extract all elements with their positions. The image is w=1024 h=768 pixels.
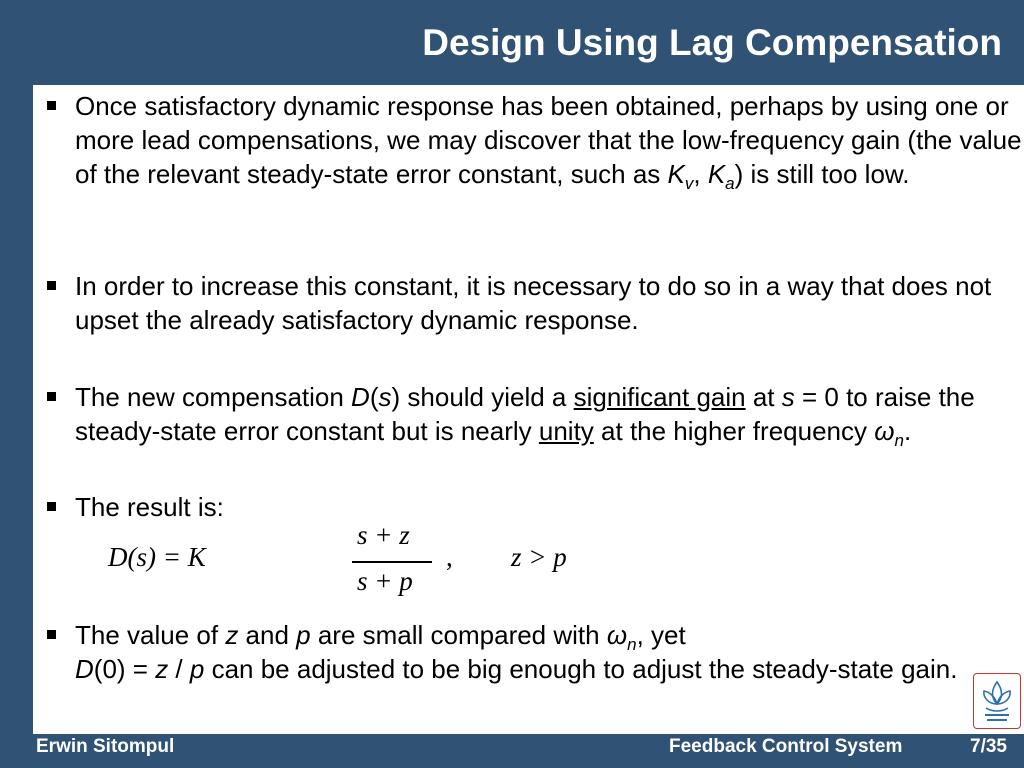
footer-course: Feedback Control System: [669, 736, 903, 757]
bullet-text: The value of: [75, 620, 226, 650]
math-symbol: z: [225, 620, 239, 650]
bullet-item: [47, 89, 1024, 194]
footer-page-number: 7/35: [970, 736, 1007, 757]
bullet-square-icon: [47, 630, 56, 639]
bullet-text: and: [238, 620, 297, 650]
bullet-text: ): [391, 382, 401, 412]
math-symbol: D: [351, 382, 370, 412]
math-subscript: v: [684, 174, 694, 194]
bullet-text: ) is still too low.: [734, 159, 910, 189]
math-subscript: n: [627, 635, 637, 655]
bullet-text: = 0 to raise the steady-state error constant but is nearly: [75, 382, 975, 446]
bullet-text: /: [168, 654, 190, 684]
math-symbol: ω: [606, 620, 628, 650]
university-logo-icon: [973, 673, 1021, 729]
math-symbol: D: [75, 654, 94, 684]
bullet-text: The result is:: [75, 492, 224, 522]
bullet-item: [47, 380, 1024, 451]
bullet-square-icon: [47, 502, 56, 511]
bullet-text: Once satisfactory dynamic response has been obtained, perhaps by using one or more lead compensations, we may discover that the low-frequency gain (the value of the relevant steady-state error constant, such as: [75, 91, 1022, 189]
bullet-text: at: [745, 382, 782, 412]
formula-lhs: D(s) = K: [108, 542, 206, 572]
bullet-text: The new compensation: [75, 382, 352, 412]
bullet-item: [47, 269, 1024, 337]
math-symbol: p: [296, 620, 311, 650]
math-symbol: K: [707, 159, 726, 189]
footer-author: Erwin Sitompul: [36, 736, 175, 757]
bullet-text: (0) =: [93, 654, 156, 684]
math-symbol: s: [378, 382, 392, 412]
bullet-text: .: [903, 416, 912, 446]
formula-comma: ,: [446, 542, 453, 572]
bullet-text: In order to increase this constant, it is necessary to do so in a way that does not upset the already satisfactory dynamic response.: [75, 271, 992, 335]
slide-title: Design Using Lag Compensation: [422, 22, 1002, 63]
bullet-square-icon: [47, 281, 56, 290]
bullet-text: are small compared with: [310, 620, 607, 650]
bullet-item: [47, 618, 1024, 686]
math-symbol: s: [781, 382, 795, 412]
bullet-item: [47, 490, 1024, 524]
bullet-text: can be adjusted to be big enough to adjust the steady-state gain.: [204, 654, 958, 684]
bullet-text: at the higher frequency: [593, 416, 875, 446]
bullet-text: ,: [693, 159, 708, 189]
bullet-text: , yet: [636, 620, 686, 650]
formula-condition: z > p: [511, 542, 567, 572]
fraction-bar: [352, 561, 432, 563]
math-symbol: K: [667, 159, 685, 189]
transfer-function-formula: [108, 520, 567, 600]
bullet-square-icon: [47, 101, 56, 110]
bullet-text: (: [369, 382, 379, 412]
bullet-text: should yield a: [400, 382, 574, 412]
math-symbol: z: [155, 654, 169, 684]
formula-denominator: s + p: [357, 566, 413, 596]
math-symbol: ω: [874, 416, 895, 446]
math-subscript: a: [725, 174, 735, 194]
math-symbol: p: [189, 654, 205, 684]
bullet-square-icon: [47, 392, 56, 401]
underlined-text: significant gain: [573, 382, 746, 412]
math-subscript: n: [894, 431, 904, 451]
underlined-text: unity: [538, 416, 594, 446]
formula-numerator: s + z: [357, 520, 410, 550]
